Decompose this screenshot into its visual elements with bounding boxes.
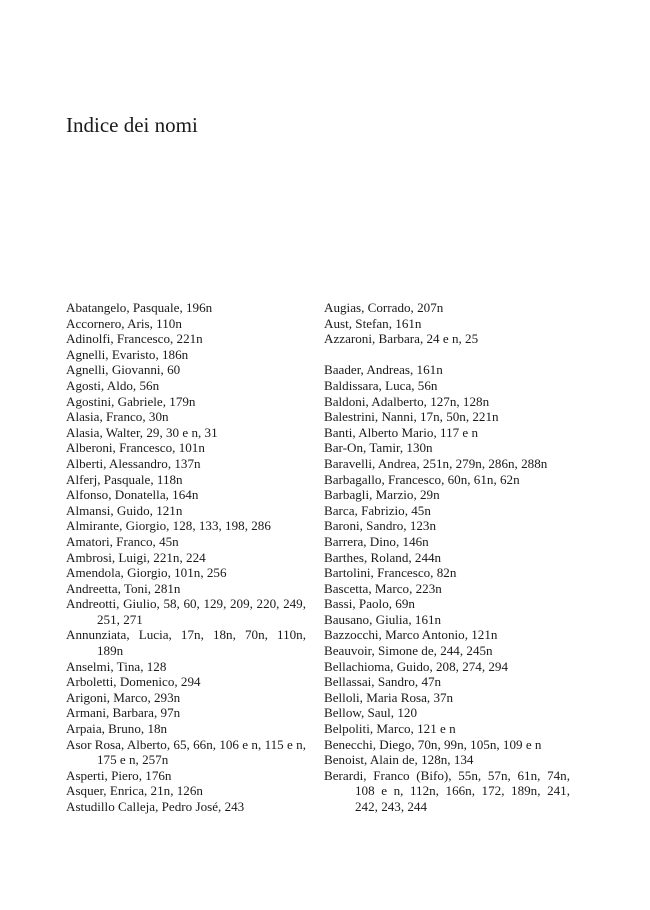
index-entry: Amendola, Giorgio, 101n, 256 xyxy=(66,565,227,581)
index-entry: Agosti, Aldo, 56n xyxy=(66,377,160,393)
index-entry: Benoist, Alain de, 128n, 134 xyxy=(324,752,474,768)
index-entry: Belloli, Maria Rosa, 37n xyxy=(324,689,454,705)
index-entry: Accornero, Aris, 110n xyxy=(66,315,182,331)
index-entry: Alberti, Alessandro, 137n xyxy=(66,455,201,471)
index-entry: Almansi, Guido, 121n xyxy=(66,502,183,518)
index-entry: Augias, Corrado, 207n xyxy=(324,300,444,315)
index-entry: Arboletti, Domenico, 294 xyxy=(66,674,201,690)
index-entry: Baldoni, Adalberto, 127n, 128n xyxy=(324,393,490,409)
index-entry: Bellachioma, Guido, 208, 274, 294 xyxy=(324,658,509,674)
index-entry: Aust, Stefan, 161n xyxy=(324,315,422,331)
index-entry: Azzaroni, Barbara, 24 e n, 25 xyxy=(324,331,479,347)
index-entry: Baldissara, Luca, 56n xyxy=(324,377,438,393)
index-entry: Amatori, Franco, 45n xyxy=(66,533,179,549)
index-entry: Alferj, Pasquale, 118n xyxy=(66,471,183,487)
index-entry: Arpaia, Bruno, 18n xyxy=(66,721,168,737)
index-entry: Barbagli, Marzio, 29n xyxy=(324,487,440,503)
index-entry: Alasia, Franco, 30n xyxy=(66,409,169,425)
index-entry: Agostini, Gabriele, 179n xyxy=(66,393,196,409)
index-entry: Armani, Barbara, 97n xyxy=(66,705,181,721)
index-entry: Agnelli, Evaristo, 186n xyxy=(66,346,189,362)
index-entry: Berardi, Franco (Bifo), 55n, 57n, 61n, 74n, 108 e n, 112n, 166n, 172, 189n, 241, 242, 243, 244 xyxy=(324,767,570,814)
index-entry: Banti, Alberto Mario, 117 e n xyxy=(324,424,479,440)
index-entry: Bausano, Giulia, 161n xyxy=(324,611,442,627)
index-entry: Barthes, Roland, 244n xyxy=(324,549,442,565)
index-entry: Belpoliti, Marco, 121 e n xyxy=(324,721,456,737)
index-entry: Asperti, Piero, 176n xyxy=(66,767,172,783)
index-entry: Benecchi, Diego, 70n, 99n, 105n, 109 e n xyxy=(324,736,542,752)
index-entry: Asor Rosa, Alberto, 65, 66n, 106 e n, 115 e n, 175 e n, 257n xyxy=(66,736,306,768)
index-entry: Bazzocchi, Marco Antonio, 121n xyxy=(324,627,498,643)
index-entry: Andreotti, Giulio, 58, 60, 129, 209, 220, 249, 251, 271 xyxy=(66,596,306,627)
index-column-right xyxy=(324,300,570,815)
index-entry: Alasia, Walter, 29, 30 e n, 31 xyxy=(66,424,218,440)
index-entry: Astudillo Calleja, Pedro José, 243 xyxy=(66,799,245,814)
index-entry: Barbagallo, Francesco, 60n, 61n, 62n xyxy=(324,471,520,487)
index-entry: Barrera, Dino, 146n xyxy=(324,533,429,549)
index-entry: Bar-On, Tamir, 130n xyxy=(324,440,433,456)
index-entry: Asquer, Enrica, 21n, 126n xyxy=(66,783,203,799)
index-entry: Anselmi, Tina, 128 xyxy=(66,658,167,674)
index-entry: Andreetta, Toni, 281n xyxy=(66,580,181,596)
index-entry: Bascetta, Marco, 223n xyxy=(324,580,442,596)
index-entry: Balestrini, Nanni, 17n, 50n, 221n xyxy=(324,409,499,425)
index-entry: Alfonso, Donatella, 164n xyxy=(66,487,199,503)
index-column-left xyxy=(66,300,306,815)
index-entry: Almirante, Giorgio, 128, 133, 198, 286 xyxy=(66,518,271,534)
index-entry: Adinolfi, Francesco, 221n xyxy=(66,331,203,347)
index-entry: Agnelli, Giovanni, 60 xyxy=(66,362,181,378)
index-entry: Barca, Fabrizio, 45n xyxy=(324,502,431,518)
index-entry: Annunziata, Lucia, 17n, 18n, 70n, 110n, 189n xyxy=(66,627,306,659)
index-entry: Baroni, Sandro, 123n xyxy=(324,518,437,534)
index-entry: Beauvoir, Simone de, 244, 245n xyxy=(324,643,493,659)
index-entry: Bellassai, Sandro, 47n xyxy=(324,674,442,690)
index-entry: Ambrosi, Luigi, 221n, 224 xyxy=(66,549,206,565)
index-entry: Alberoni, Francesco, 101n xyxy=(66,440,205,456)
index-entry: Abatangelo, Pasquale, 196n xyxy=(66,300,213,315)
page-title: Indice dei nomi xyxy=(66,113,198,137)
index-entry: Bellow, Saul, 120 xyxy=(324,705,417,721)
index-entry: Baravelli, Andrea, 251n, 279n, 286n, 288n xyxy=(324,455,548,471)
index-entry: Bassi, Paolo, 69n xyxy=(324,596,415,612)
index-entry: Bartolini, Francesco, 82n xyxy=(324,565,457,581)
index-entry: Baader, Andreas, 161n xyxy=(324,362,443,378)
index-entry: Arigoni, Marco, 293n xyxy=(66,689,181,705)
